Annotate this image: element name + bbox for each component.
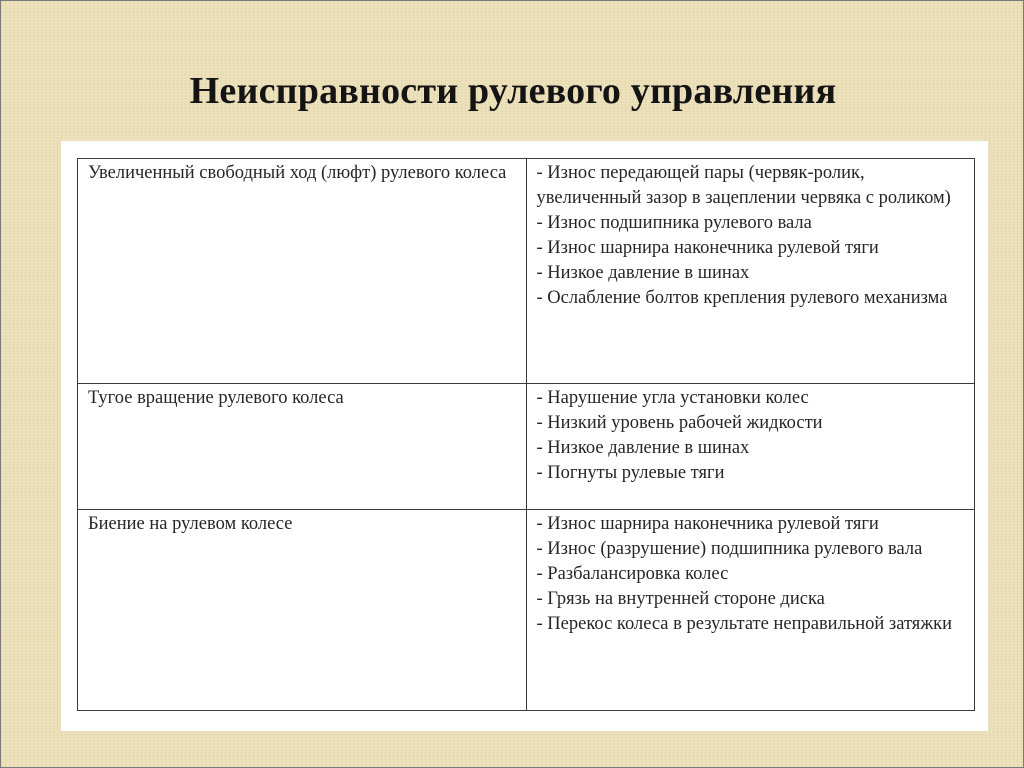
cause-item: - Износ передающей пары (червяк-ролик, увеличенный зазор в зацеплении червяка с роликом): [536, 163, 951, 208]
table-row: [78, 510, 975, 711]
table-row: [78, 384, 975, 510]
cause-item: - Низкий уровень рабочей жидкости: [536, 413, 823, 433]
cause-item: - Износ шарнира наконечника рулевой тяги: [536, 514, 879, 534]
fault-cell: Биение на рулевом колесе: [78, 510, 527, 711]
cause-item: - Износ подшипника рулевого вала: [536, 213, 812, 233]
cause-item: - Разбалансировка колес: [536, 564, 729, 584]
cause-item: - Нарушение угла установки колес: [536, 388, 809, 408]
fault-cell: Тугое вращение рулевого колеса: [78, 384, 527, 510]
cause-item: - Износ (разрушение) подшипника рулевого вала: [536, 539, 923, 559]
cause-item: - Перекос колеса в результате неправильной затяжки: [536, 614, 952, 634]
cause-item: - Ослабление болтов крепления рулевого механизма: [536, 288, 948, 308]
cause-item: - Низкое давление в шинах: [536, 263, 750, 283]
causes-cell: [526, 159, 975, 384]
cause-item: - Износ шарнира наконечника рулевой тяги: [536, 238, 879, 258]
cause-item: - Грязь на внутренней стороне диска: [536, 589, 825, 609]
slide-title: Неисправности рулевого управления: [189, 70, 837, 112]
table-row: [78, 159, 975, 384]
fault-cell: Увеличенный свободный ход (люфт) рулевого колеса: [78, 159, 527, 384]
cause-item: - Низкое давление в шинах: [536, 438, 750, 458]
cause-item: - Погнуты рулевые тяги: [536, 463, 725, 483]
table-panel: [61, 141, 988, 731]
causes-cell: [526, 384, 975, 510]
causes-cell: [526, 510, 975, 711]
faults-table: [77, 158, 975, 711]
